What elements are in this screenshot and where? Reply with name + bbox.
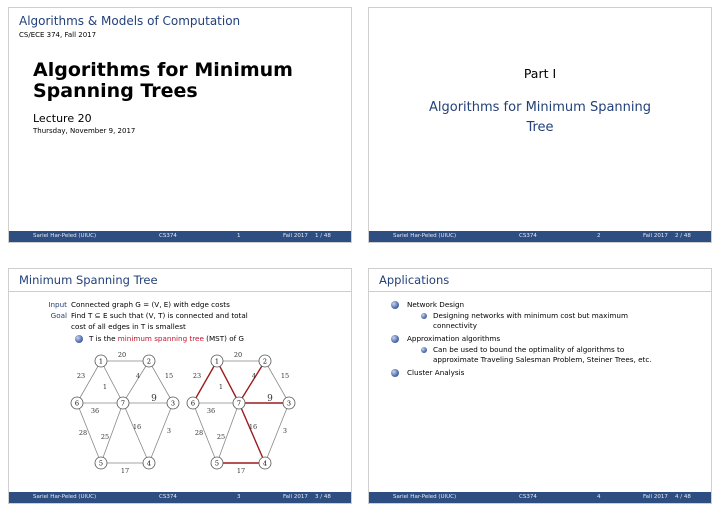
weight-label: 9	[267, 394, 273, 404]
footer-page: 1 / 48	[315, 233, 331, 239]
list-item	[391, 368, 709, 378]
bullet-text	[89, 334, 244, 344]
course-name: Algorithms & Models of Computation	[19, 14, 241, 28]
footer-number: 1	[237, 233, 241, 239]
slide-footer	[369, 231, 711, 242]
footer-term: Fall 2017	[283, 494, 308, 500]
sub-item	[391, 311, 709, 331]
sub-item-line: Designing networks with minimum cost but maximum	[433, 311, 628, 320]
slide-footer	[9, 231, 351, 242]
svg-text:2: 2	[262, 357, 268, 366]
input-row	[9, 300, 352, 311]
svg-text:3: 3	[170, 399, 176, 408]
goal-text-line1: Find T ⊆ E such that (V, T) is connected and total	[71, 311, 248, 320]
sub-bullet-ball-icon	[421, 347, 427, 353]
svg-text:4: 4	[262, 459, 268, 468]
applications-list	[391, 300, 709, 378]
slide-part	[368, 7, 712, 243]
edge-1-7	[101, 361, 123, 403]
footer-course: CS374	[159, 233, 177, 239]
slide-title	[8, 7, 352, 243]
sub-bullet-ball-icon	[421, 313, 427, 319]
footer-course: CS374	[159, 494, 177, 500]
nodes-right	[187, 355, 295, 469]
goal-text-line2: cost of all edges in T is smallest	[71, 322, 186, 331]
weight-label: 4	[251, 372, 257, 380]
slide-footer	[9, 492, 351, 503]
weight-label: 9	[151, 394, 157, 404]
sub-item-line: connectivity	[433, 321, 477, 330]
weight-label: 3	[282, 427, 288, 435]
svg-text:5: 5	[214, 459, 220, 468]
course-term: CS/ECE 374, Fall 2017	[19, 31, 97, 39]
goal-label: Goal	[50, 311, 67, 320]
weight-label: 25	[216, 433, 226, 441]
footer-page: 4 / 48	[675, 494, 691, 500]
footer-number: 3	[237, 494, 241, 500]
item-text: Approximation algorithms	[407, 334, 501, 343]
footer-author: Sariel Har-Peled (UIUC)	[33, 494, 97, 500]
bullet-ball-icon	[391, 335, 399, 343]
edge-2-7	[123, 361, 149, 403]
footer-page: 2 / 48	[675, 233, 691, 239]
footer-term: Fall 2017	[283, 233, 308, 239]
part-subtitle-line1: Algorithms for Minimum Spanning	[428, 100, 651, 115]
graph-diagrams	[9, 344, 352, 494]
svg-text:2: 2	[146, 357, 152, 366]
bullet-ball-icon	[391, 301, 399, 309]
edge-1-6	[77, 361, 101, 403]
weight-label: 20	[117, 351, 127, 359]
edge-labels-left	[74, 351, 176, 475]
sub-item-line: approximate Traveling Salesman Problem, Steiner Trees, etc.	[433, 355, 652, 364]
graph-node	[143, 355, 155, 367]
footer-number: 2	[597, 233, 601, 239]
graph-node	[233, 397, 245, 409]
slide-title: Minimum Spanning Tree	[19, 273, 158, 287]
slide-title: Applications	[379, 273, 450, 287]
course-header	[19, 14, 240, 39]
lecture-date: Thursday, November 9, 2017	[33, 127, 136, 135]
nodes-left	[71, 355, 179, 469]
weight-label: 17	[236, 467, 246, 475]
sub-item	[391, 345, 709, 365]
input-label: Input	[48, 300, 67, 309]
svg-text:1: 1	[98, 357, 104, 366]
graph-node	[143, 457, 155, 469]
graph-node	[259, 457, 271, 469]
svg-text:7: 7	[236, 399, 242, 408]
item-text: Network Design	[407, 300, 465, 309]
weight-label: 15	[280, 372, 290, 380]
footer-author: Sariel Har-Peled (UIUC)	[393, 233, 457, 239]
slide-header	[369, 269, 711, 291]
weight-label: 1	[218, 383, 224, 391]
footer-course: CS374	[519, 494, 537, 500]
slide-header	[9, 269, 351, 291]
weight-label: 17	[120, 467, 130, 475]
svg-text:6: 6	[74, 399, 80, 408]
footer-term: Fall 2017	[643, 494, 668, 500]
item-text: Cluster Analysis	[407, 368, 465, 377]
weight-label: 28	[194, 429, 204, 437]
bullet-ball-icon	[75, 335, 83, 343]
bullet-pre: T is the	[89, 334, 116, 343]
part-subtitle-line2: Tree	[526, 120, 554, 135]
graph-node	[187, 397, 199, 409]
weight-label: 15	[164, 372, 174, 380]
footer-page: 3 / 48	[315, 494, 331, 500]
goal-row	[9, 311, 352, 322]
weight-label: 16	[248, 423, 258, 431]
svg-text:3: 3	[286, 399, 292, 408]
svg-text:5: 5	[98, 459, 104, 468]
graph-node	[211, 457, 223, 469]
bullet-post: (MST) of G	[206, 334, 245, 343]
lecture-title-line2: Spanning Trees	[33, 80, 198, 102]
list-item	[391, 334, 709, 344]
list-item	[391, 300, 709, 310]
slide-mst-definition	[8, 268, 352, 504]
weight-label: 25	[100, 433, 110, 441]
svg-text:7: 7	[120, 399, 126, 408]
definition-block	[9, 300, 352, 346]
graph-node	[95, 355, 107, 367]
part-subtitle	[369, 98, 711, 138]
weight-label: 1	[102, 383, 108, 391]
header-divider	[369, 291, 711, 292]
goal-row-2	[9, 322, 352, 334]
weight-label: 36	[90, 407, 100, 415]
footer-author: Sariel Har-Peled (UIUC)	[33, 233, 97, 239]
weight-label: 23	[76, 372, 86, 380]
graph-node	[259, 355, 271, 367]
lecture-number: Lecture 20	[33, 112, 92, 125]
weight-label: 23	[192, 372, 202, 380]
weight-label: 3	[166, 427, 172, 435]
header-divider	[9, 291, 351, 292]
weight-label: 20	[233, 351, 243, 359]
weight-label: 28	[78, 429, 88, 437]
footer-term: Fall 2017	[643, 233, 668, 239]
svg-text:1: 1	[214, 357, 220, 366]
graph-node	[167, 397, 179, 409]
svg-text:6: 6	[190, 399, 196, 408]
edge-7-4	[123, 403, 149, 463]
bullet-ball-icon	[391, 369, 399, 377]
sub-item-line: Can be used to bound the optimality of algorithms to	[433, 345, 625, 354]
slide-applications	[368, 268, 712, 504]
bullet-highlight: minimum spanning tree	[117, 334, 204, 343]
graph-node	[71, 397, 83, 409]
graph-node	[117, 397, 129, 409]
graph-node	[95, 457, 107, 469]
input-text: Connected graph G = (V, E) with edge costs	[71, 300, 230, 309]
graph-node	[211, 355, 223, 367]
lecture-title	[33, 60, 293, 102]
part-label: Part I	[523, 66, 557, 81]
weight-label: 36	[206, 407, 216, 415]
graph-node	[283, 397, 295, 409]
footer-course: CS374	[519, 233, 537, 239]
lecture-title-line1: Algorithms for Minimum	[33, 59, 293, 81]
weight-label: 16	[132, 423, 142, 431]
footer-number: 4	[597, 494, 601, 500]
weight-label: 4	[135, 372, 141, 380]
edge-labels-right	[190, 351, 292, 475]
footer-author: Sariel Har-Peled (UIUC)	[393, 494, 457, 500]
slide-footer	[369, 492, 711, 503]
svg-text:4: 4	[146, 459, 152, 468]
